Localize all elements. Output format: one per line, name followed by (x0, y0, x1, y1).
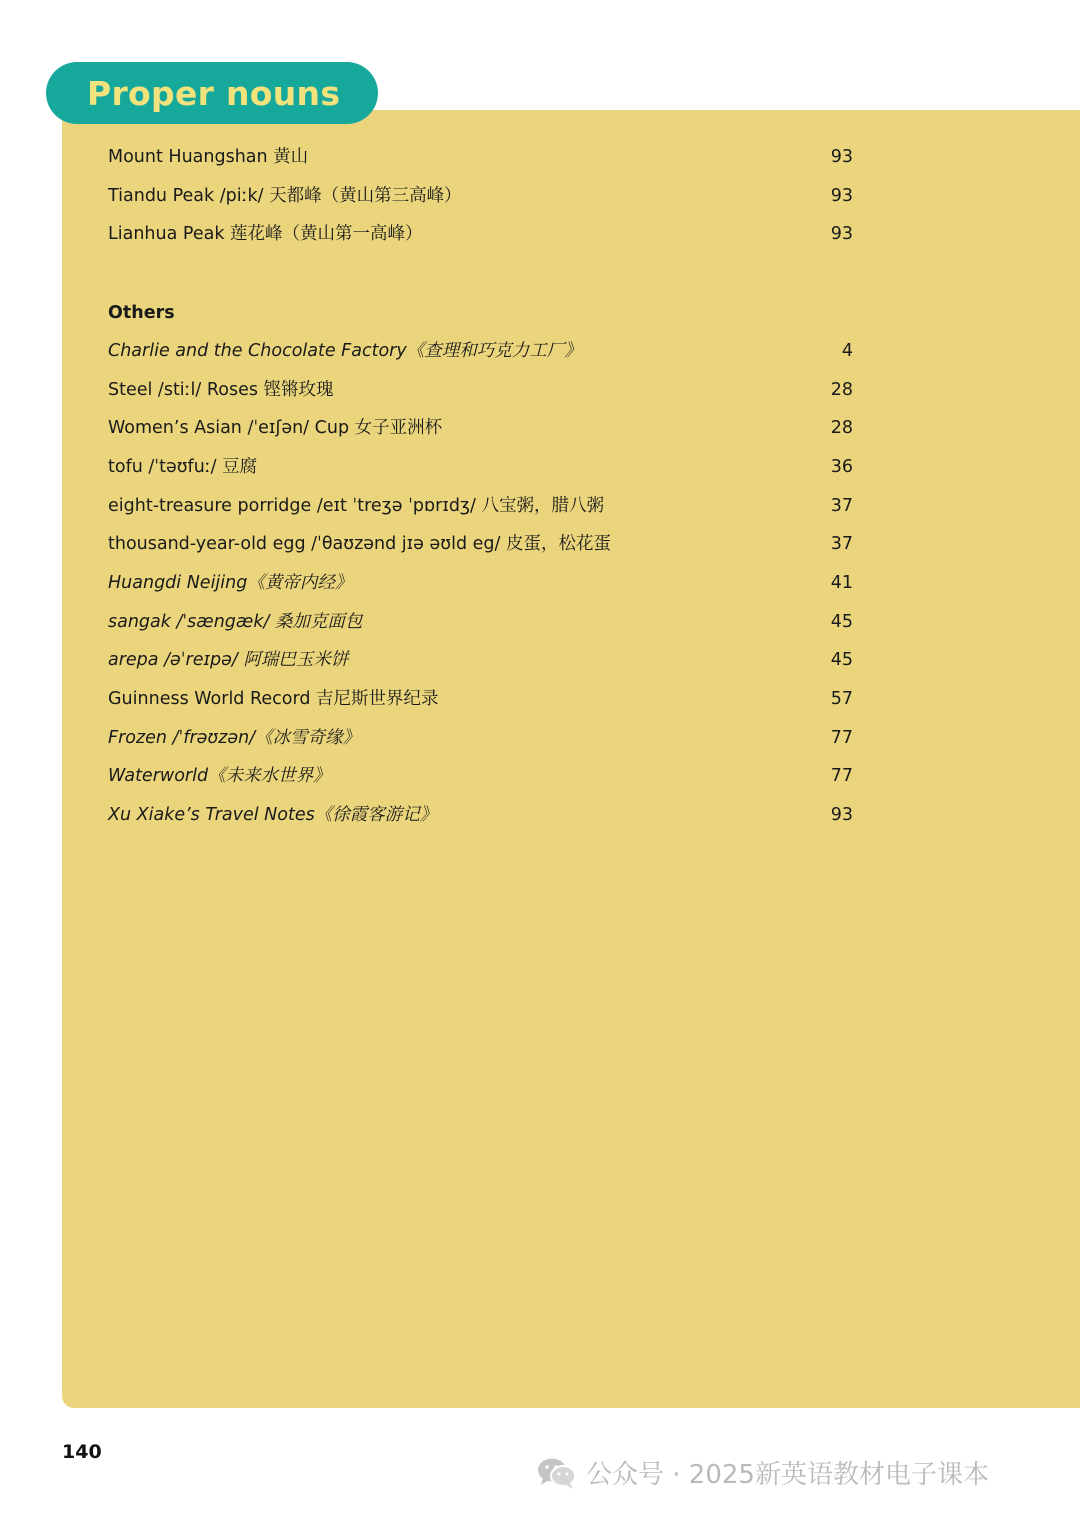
index-entry (108, 142, 853, 172)
wechat-icon (537, 1456, 577, 1490)
others-heading: Others (108, 303, 175, 323)
entry-name: Mount Huangshan 黄山 (108, 147, 309, 167)
index-entry (108, 568, 853, 598)
entry-page: 77 (830, 766, 853, 786)
entry-name: Women’s Asian /ˈeɪʃən/ Cup 女子亚洲杯 (108, 418, 443, 438)
index-entry (108, 607, 853, 637)
content-panel (62, 110, 1080, 1408)
index-entry (108, 761, 853, 791)
index-entry (108, 645, 853, 675)
entry-name: eight-treasure porridge /eɪt ˈtreʒə ˈpɒrɪdʒ/ 八宝粥，腊八粥 (108, 496, 604, 516)
entry-page: 93 (830, 224, 853, 244)
page-number: 140 (62, 1441, 102, 1463)
entry-name: Tiandu Peak /piːk/ 天都峰（黄山第三高峰） (108, 186, 462, 206)
index-entry (108, 181, 853, 211)
entry-page: 93 (830, 805, 853, 825)
entry-page: 37 (830, 534, 853, 554)
entry-name: arepa /əˈreɪpə/ 阿瑞巴玉米饼 (108, 650, 349, 670)
entry-name: sangak /ˈsængæk/ 桑加克面包 (108, 612, 363, 632)
watermark (537, 1454, 989, 1491)
entry-page: 57 (830, 689, 853, 709)
entry-name: thousand-year-old egg /ˈθaʊzənd jɪə əʊld eg/ 皮蛋，松花蛋 (108, 534, 611, 554)
index-entry (108, 491, 853, 521)
entry-page: 4 (841, 341, 853, 361)
entry-name: Steel /stiːl/ Roses 铿锵玫瑰 (108, 380, 334, 400)
index-entry (108, 800, 853, 830)
entry-name: Xu Xiake’s Travel Notes《徐霞客游记》 (108, 805, 438, 825)
index-entry (108, 219, 853, 249)
entry-page: 28 (830, 418, 853, 438)
entry-page: 93 (830, 186, 853, 206)
entry-page: 37 (830, 496, 853, 516)
entry-name: Waterworld《未来水世界》 (108, 766, 331, 786)
index-entry (108, 452, 853, 482)
entry-page: 45 (830, 612, 853, 632)
entry-name: Charlie and the Chocolate Factory《查理和巧克力工厂》 (108, 341, 582, 361)
entry-name: Guinness World Record 吉尼斯世界纪录 (108, 689, 439, 709)
entry-page: 41 (830, 573, 853, 593)
index-entry (108, 413, 853, 443)
index-entry (108, 336, 853, 366)
entry-name: Frozen /ˈfrəʊzən/《冰雪奇缘》 (108, 728, 361, 748)
watermark-text: 公众号 · 2025新英语教材电子课本 (586, 1460, 989, 1490)
entry-name: Huangdi Neijing《黄帝内经》 (108, 573, 353, 593)
index-entry (108, 375, 853, 405)
entry-name: Lianhua Peak 莲花峰（黄山第一高峰） (108, 224, 423, 244)
entry-page: 45 (830, 650, 853, 670)
entry-name: tofu /ˈtəʊfuː/ 豆腐 (108, 457, 258, 477)
entry-page: 77 (830, 728, 853, 748)
entry-page: 28 (830, 380, 853, 400)
section-title: Proper nouns (87, 73, 341, 113)
entry-page: 93 (830, 147, 853, 167)
index-entry (108, 684, 853, 714)
index-entry (108, 529, 853, 559)
index-entry (108, 723, 853, 753)
section-title-tab (46, 62, 378, 124)
entry-page: 36 (830, 457, 853, 477)
